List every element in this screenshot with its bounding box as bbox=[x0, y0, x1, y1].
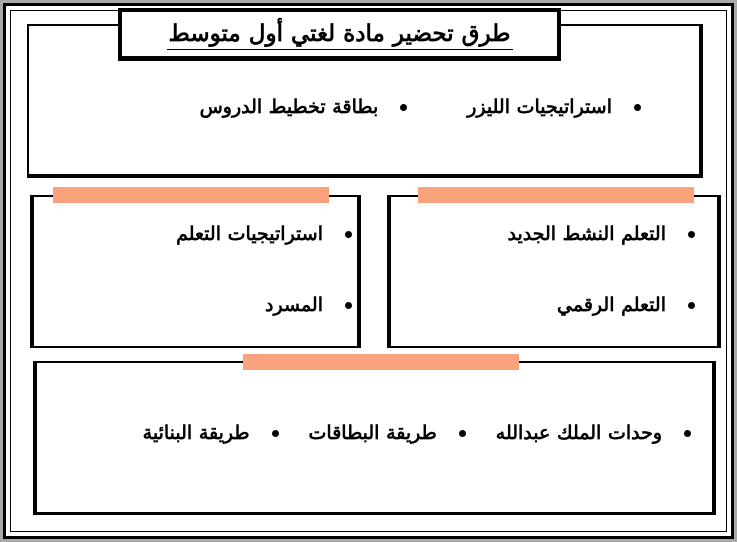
bullet-icon bbox=[272, 430, 279, 437]
accent-bar bbox=[243, 354, 519, 370]
bullet-icon bbox=[400, 104, 407, 111]
bullet-icon bbox=[688, 302, 695, 309]
list-item: استراتيجيات التعلم bbox=[176, 223, 323, 245]
right-box-item bbox=[557, 294, 695, 316]
right-box bbox=[387, 195, 721, 348]
list-item: التعلم الرقمي bbox=[557, 294, 666, 316]
list-item: طريقة البطاقات bbox=[308, 422, 437, 444]
left-box-item bbox=[265, 294, 352, 316]
bullet-icon bbox=[688, 231, 695, 238]
left-box-item bbox=[176, 223, 352, 245]
bullet-icon bbox=[634, 104, 641, 111]
list-item: طريقة البنائية bbox=[142, 422, 250, 444]
bullet-icon bbox=[684, 430, 691, 437]
accent-bar bbox=[53, 187, 329, 203]
bullet-icon bbox=[459, 430, 466, 437]
list-item: بطاقة تخطيط الدروس bbox=[199, 96, 379, 118]
bullet-icon bbox=[345, 231, 352, 238]
accent-bar bbox=[418, 187, 694, 203]
bullet-icon bbox=[345, 302, 352, 309]
top-box-items bbox=[200, 96, 641, 118]
title-box bbox=[118, 8, 561, 61]
bottom-box-items bbox=[143, 422, 691, 444]
list-item: التعلم النشط الجديد bbox=[507, 223, 666, 245]
list-item: وحدات الملك عبدالله bbox=[495, 422, 662, 444]
list-item: استراتيجيات الليزر bbox=[467, 96, 612, 118]
page-title: طرق تحضير مادة لغتي أول متوسط bbox=[167, 19, 513, 50]
list-item: المسرد bbox=[265, 294, 323, 316]
right-box-item bbox=[508, 223, 696, 245]
left-box bbox=[30, 195, 361, 348]
